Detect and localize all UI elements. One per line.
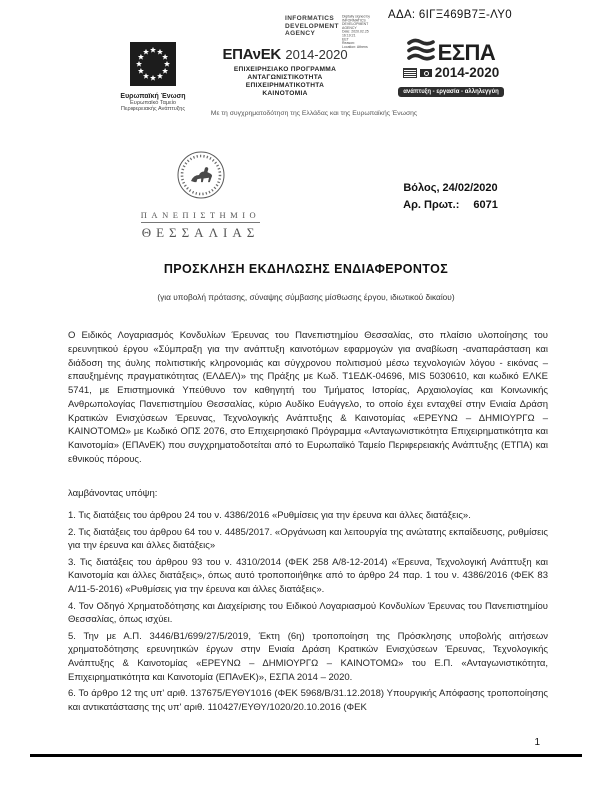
protocol-number-label: Αρ. Πρωτ.: — [403, 199, 460, 211]
eu-stars-flag-icon — [130, 42, 176, 86]
consideration-item-2: 2. Τις διατάξεις του άρθρου 64 του ν. 4485/2017. «Οργάνωση και λειτουργία της ανώτατης εκπαίδευσης, ρυθμίσεις για την έρευνα και άλλες διατάξεις» — [68, 526, 548, 552]
epanek-name: ΕΠΑνΕΚ — [222, 46, 281, 63]
epanek-logo-block — [212, 46, 358, 98]
epanek-years: 2014-2020 — [285, 47, 348, 62]
espa-badge: ανάπτυξη - εργασία - αλληλεγγύη — [398, 87, 504, 97]
protocol-block — [368, 180, 533, 214]
epanek-title — [212, 46, 358, 64]
protocol-place-date: Βόλος, 24/02/2020 — [403, 182, 498, 194]
eu-fund-label-2: Περιφερειακής Ανάπτυξης — [120, 106, 186, 113]
considering-line: λαμβάνοντας υπόψη: — [68, 487, 158, 499]
espa-waves-icon — [407, 38, 435, 67]
espa-name: ΕΣΠΑ — [437, 39, 496, 65]
protocol-number-row — [368, 197, 533, 214]
epanek-subtitle-line: ΑΝΤΑΓΩΝΙΣΤΙΚΟΤΗΤΑ — [247, 74, 323, 81]
signature-detail-line: Date: 2020.02.25 16:19:21 — [341, 30, 369, 38]
consideration-item-6: 6. Το άρθρο 12 της υπ' αριθ. 137675/ΕΥΘΥ1016 (ΦΕΚ 5968/Β/31.12.2018) Υπουργικής Απόφασης τροποποίησης και αντικατάστασης της υπ' αριθ. 110427/ΕΥΘΥ/1020/20.10.2016 (ΦΕΚ — [68, 688, 548, 713]
signature-detail-line: Location: Athens — [341, 45, 368, 50]
eu-union-label: Ευρωπαϊκή Ένωση — [120, 93, 186, 100]
intro-paragraph: Ο Ειδικός Λογαριασμός Κονδυλίων Έρευνας του Πανεπιστημίου Θεσσαλίας, στο πλαίσιο υλοποίησης του ερευνητικού έργου «Σύμπραξη για την ανάπτυξη καινοτόμων εφαρμογών για αναβίωση -αναπαράσταση και διάδοση της άυλης πολιτιστικής κληρονομιάς και σύγχρονου πολιτισμού μέσω τεχνολογιών λόγου - εικόνας – επαυξημένης πραγματικότητας (ΕΛΔΕΛ)» της Πράξης με Κωδ. Τ1ΕΔΚ-04696, MIS 5030610, και κωδικό ΕΛΚΕ 5741, με Επιστημονικά Υπεύθυνο τον καθηγητή του Τμήματος Ιστορίας, Αρχαιολογίας και Κοινωνικής Ανθρωπολογίας Πανεπιστημίου Θεσσαλίας, κύριο Αυδίκο Ευάγγελο, το οποίο έχει ενταχθεί στην Ενιαία Δράση Κρατικών Ενισχύσεων Έρευνας, Τεχνολογικής Ανάπτυξης & Καινοτομίας «ΕΡΕΥΝΩ – ΔΗΜΙΟΥΡΓΩ – ΚΑΙΝΟΤΟΜΩ» με Κωδικό ΟΠΣ 2076, στο Επιχειρησιακό Πρόγραμμα «Ανταγωνιστικότητα Επιχειρηματικότητα και Καινοτομία» (ΕΠΑνΕΚ) που συγχρηματοδοτείται από το Ευρωπαϊκό Ταμείο Περιφερειακής Ανάπτυξης (ΕΤΠΑ) και εθνικούς πόρους. — [68, 330, 548, 465]
eu-fund-label-1: Ευρωπαϊκό Ταμείο — [130, 100, 176, 106]
document-body — [68, 329, 548, 717]
page-number: 1 — [534, 737, 540, 748]
footer-rule — [30, 754, 582, 757]
signing-agency-name: INFORMATICS DEVELOPMENT AGENCY — [285, 15, 339, 37]
protocol-number: 6071 — [473, 199, 498, 211]
epanek-subtitle-line: ΕΠΙΧΕΙΡΗΜΑΤΙΚΟΤΗΤΑ — [245, 82, 325, 89]
signature-detail-line: Reason: — [341, 41, 355, 46]
eu-flag-icon — [420, 69, 432, 77]
signature-detail-line: Digitally signed by — [341, 15, 370, 19]
espa-years: 2014-2020 — [434, 65, 500, 80]
university-name-line1: ΠΑΝΕΠΙΣΤΗΜΙΟ — [141, 210, 260, 223]
epanek-subtitle-line: ΕΠΙΧΕΙΡΗΣΙΑΚΟ ΠΡΟΓΡΑΜΜΑ — [233, 66, 337, 73]
document-subtitle: (για υποβολή πρότασης, σύναψης σύμβασης μίσθωσης έργου, ιδιωτικού δικαίου) — [157, 292, 455, 302]
university-name-line2: ΘΕΣΣΑΛΙΑΣ — [141, 225, 260, 240]
cofinancing-note: Με τη συγχρηματοδότηση της Ελλάδας και της Ευρωπαϊκής Ένωσης — [210, 110, 418, 117]
signature-detail-line: DEVELOPMENT AGENCY — [341, 22, 369, 30]
consideration-item-1: 1. Τις διατάξεις του άρθρου 24 του ν. 4386/2016 «Ρυθμίσεις για την έρευνα και άλλες διατάξεις». — [68, 510, 471, 522]
signature-detail-line: EET — [341, 37, 349, 42]
epanek-subtitle-line: ΚΑΙΝΟΤΟΜΙΑ — [262, 90, 308, 97]
signature-details — [342, 15, 374, 49]
consideration-item-4: 4. Τον Οδηγό Χρηματοδότησης και Διαχείρισης του Ειδικού Λογαριασμού Κονδυλίων Έρευνας του Πανεπιστημίου Θεσσαλίας, όπως ισχύει. — [68, 600, 548, 626]
espa-logo-block — [392, 38, 510, 98]
centaur-seal-icon — [176, 187, 226, 204]
signature-detail-line: INFORMATICS — [341, 18, 366, 23]
eu-logo-block — [118, 42, 188, 113]
consideration-item-3: 3. Τις διατάξεις του άρθρου 93 του ν. 4310/2014 (ΦΕΚ 258 Α/8-12-2014) «Έρευνα, Τεχνολογική Ανάπτυξη και Καινοτομία και άλλες διατάξεις», όπως αυτό τροποποιήθηκε από το άρθρο 24 παρ. 1 του ν. 4386/2016 (ΦΕΚ 83 Α/11-5-2016) «Ρυθμίσεις για την έρευνα και άλλες διατάξεις». — [68, 556, 548, 596]
consideration-item-5: 5. Την με Α.Π. 3446/Β1/699/27/5/2019, Έκτη (6η) τροποποίηση της Πρόσκλησης υποβολής αιτήσεων χρηματοδότησης ερευνητικών έργων στην Ενιαία Δράση Κρατικών Ενισχύσεων Έρευνας, Τεχνολογικής Ανάπτυξης & Καινοτομίας «ΕΡΕΥΝΩ – ΔΗΜΙΟΥΡΓΩ – ΚΑΙΝΟΤΟΜΩ» του Ε.Π. «Ανταγωνιστικότητα, Επιχειρηματικότητα και Καινοτομία (ΕΠΑνΕΚ)», ΕΣΠΑ 2014 – 2020. — [68, 630, 548, 683]
ada-code: ΑΔΑ: 6ΙΓΞ469Β7Ξ-ΛΥ0 — [388, 9, 512, 21]
greek-flag-icon — [403, 68, 417, 78]
university-logo-block — [128, 150, 273, 241]
document-title: ΠΡΟΣΚΛΗΣΗ ΕΚΔΗΛΩΣΗΣ ΕΝΔΙΑΦΕΡΟΝΤΟΣ — [163, 262, 449, 276]
